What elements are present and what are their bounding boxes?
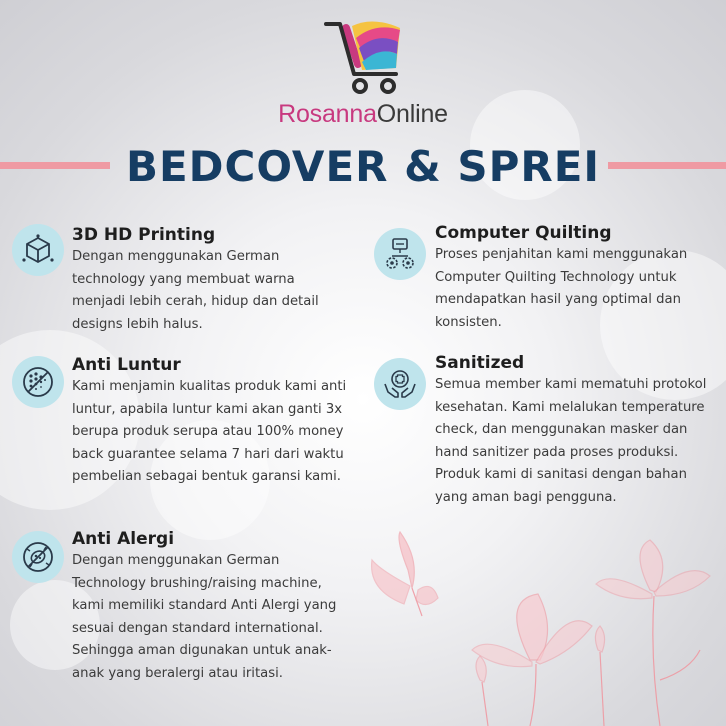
feature-anti-luntur [12,354,347,514]
brand-name [0,100,726,129]
no-fade-icon [12,356,64,408]
feature-3d-hd-printing [12,224,342,344]
brand-name-part1: Rosanna [278,100,377,128]
feature-description: Kami menjamin kualitas produk kami anti luntur, apabila luntur kami akan ganti 3x berupa produk serupa atau 100% money back guarantee selama 7 hari dari waktu pembelian sebagai bentuk garansi kami. [72,379,347,485]
feature-title: Sanitized [435,353,525,373]
feature-description: Semua member kami mematuhi protokol kesehatan. Kami melalukan temperature check, dan menggunakan masker dan hand sanitizer pada proses produksi. Produk kami di sanitasi dengan bahan yang aman bagi pengguna. [435,377,707,505]
feature-anti-alergi [12,528,342,708]
flowers-butterfly-illustration [360,530,726,726]
no-germ-icon [12,531,64,583]
feature-computer-quilting [374,222,714,342]
gears-icon [374,228,426,280]
feature-title: Computer Quilting [435,223,612,243]
shopping-cart-logo-icon [318,18,408,96]
feature-title: Anti Luntur [72,355,181,375]
feature-description: Dengan menggunakan German technology yang membuat warna menjadi lebih cerah, hidup dan detail designs lebih halus. [72,249,319,332]
feature-title: 3D HD Printing [72,225,216,245]
cube-icon [12,224,64,276]
hands-cross-icon [374,358,426,410]
brand-logo [0,18,726,129]
brand-name-part2: Online [376,100,448,128]
feature-title: Anti Alergi [72,529,175,549]
feature-sanitized [374,352,714,532]
page-title: BEDCOVER & SPREI [125,142,601,191]
title-row [0,140,726,194]
feature-description: Dengan menggunakan German Technology brushing/raising machine, kami memiliki standard Anti Alergi yang sesuai dengan standard international. Sehingga aman digunakan untuk anak-anak yang beralergi atau iritasi. [72,553,337,681]
feature-description: Proses penjahitan kami menggunakan Computer Quilting Technology untuk mendapatkan hasil yang optimal dan konsisten. [435,247,688,330]
